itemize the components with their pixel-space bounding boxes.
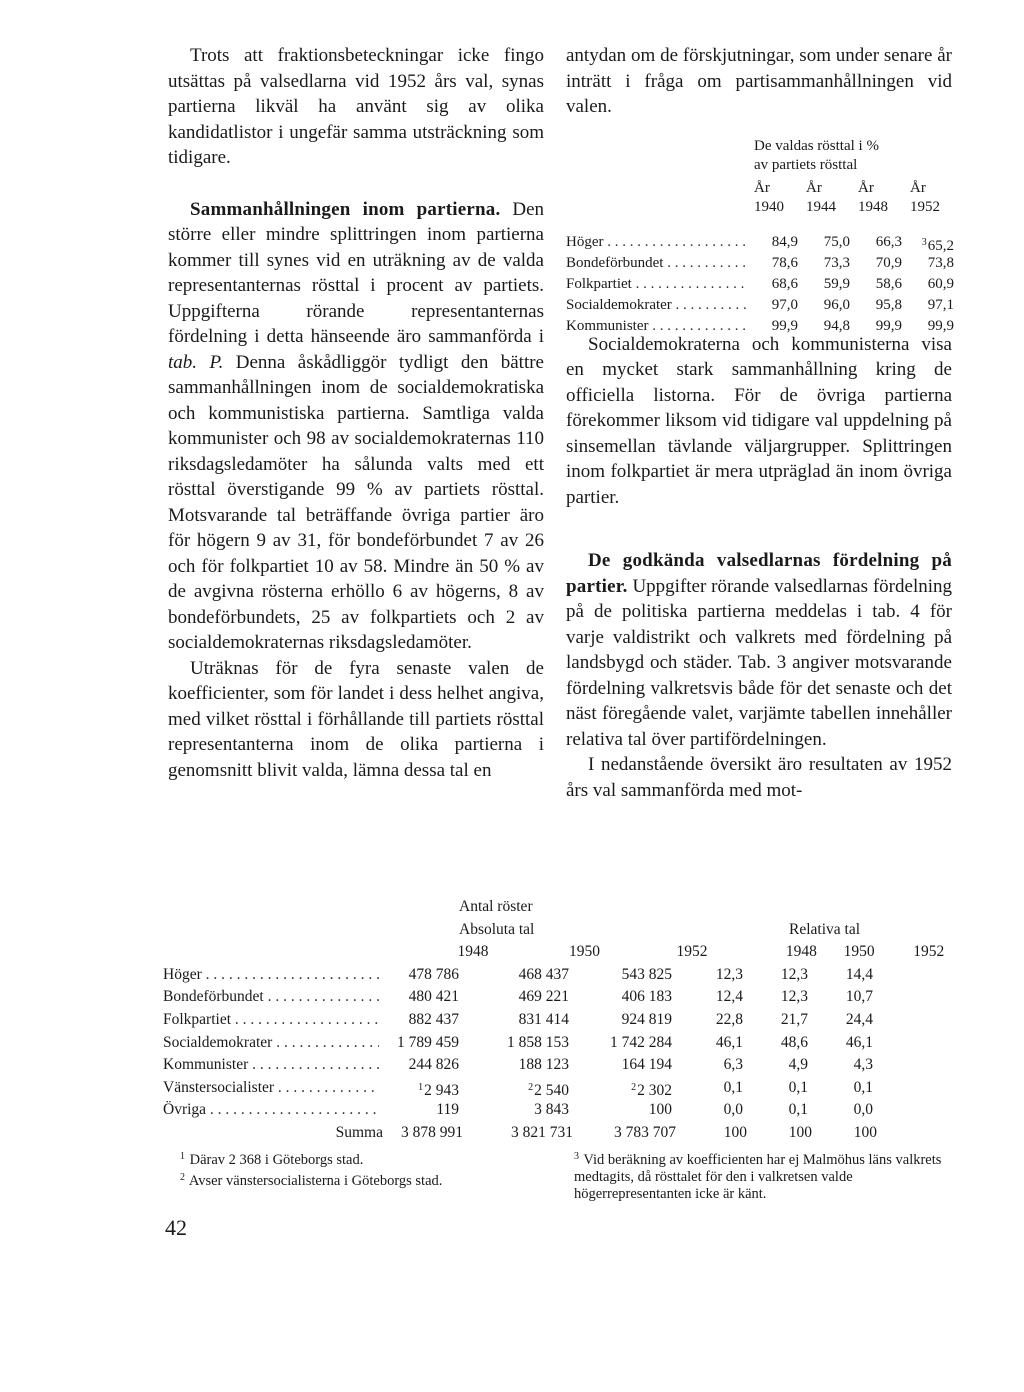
cohesion-row <box>566 274 954 295</box>
votes-row <box>163 1099 963 1122</box>
year-label: År <box>858 180 874 196</box>
relative-value: 0,1 <box>723 1078 743 1096</box>
absolute-value: 882 437 <box>408 1010 459 1028</box>
relative-value: 0,1 <box>853 1078 873 1096</box>
year: 1950 <box>843 943 875 961</box>
relative-value: 0,1 <box>788 1101 808 1119</box>
absolute-value: $^2$2 302 <box>631 1081 672 1099</box>
party-label: Höger . . . <box>566 232 746 253</box>
header-antal-roster: Antal röster <box>459 898 533 915</box>
cohesion-value: 70,9 <box>875 255 902 271</box>
votes-table-body <box>163 964 963 1122</box>
party-label: Kommunister . . . <box>566 316 746 337</box>
right-paragraph-4: I nedanstående översikt äro resultaten av 1952 års val sammanförda med mot- <box>566 754 952 801</box>
votes-row <box>163 1009 963 1032</box>
sum-value: 3 783 707 <box>614 1123 676 1141</box>
absolute-value: 468 437 <box>518 965 569 983</box>
cohesion-value: 66,3 <box>875 234 902 250</box>
left-paragraph-2-rest: Denna åskådliggör tydligt den bättre sammanhållningen inom de socialdemokratiska och kommunistiska partierna. Samtliga valda kommunister och 98 av socialdemokraternas 110 riksdagsledamöter ha sålunda valts med ett rösttal överstigande 99 % av partiets rösttal. Motsvarande tal beträffande övriga partier äro för högern 9 av 31, för bondeförbundet 7 av 26 och för folkpartiet 10 av 58. Mindre än 50 % av de avgivna rösterna erhöllo 6 av högerns, 8 av bondeförbundets, 25 av folkpartiets och 2 av socialdemokraternas riksdagsledamöter. <box>168 351 544 653</box>
cohesion-table <box>566 137 954 337</box>
cohesion-table-body <box>566 232 954 337</box>
relative-value: 46,1 <box>715 1033 743 1051</box>
relative-value: 10,7 <box>845 988 873 1006</box>
footnote-1: $^1$ Därav 2 368 i Göteborgs stad. <box>180 1151 364 1168</box>
cohesion-value: $^3$65,2 <box>921 237 954 254</box>
cohesion-value: 78,6 <box>771 255 798 271</box>
party-label: Socialdemokrater . . . <box>566 295 746 316</box>
votes-row <box>163 1077 963 1100</box>
absolute-value: 1 742 284 <box>610 1033 672 1051</box>
relative-value: 4,3 <box>853 1056 873 1074</box>
header-relativa-tal: Relativa tal <box>789 920 861 938</box>
party-label: Folkpartiet . . . <box>566 274 746 295</box>
table-reference: tab. P. <box>168 351 224 373</box>
absolute-value: 119 <box>436 1101 459 1119</box>
cohesion-value: 99,9 <box>927 318 954 334</box>
absolute-value: 1 789 459 <box>397 1033 459 1051</box>
cohesion-value: 73,3 <box>823 255 850 271</box>
cohesion-value: 59,9 <box>823 276 850 292</box>
right-paragraph-2: Socialdemokraterna och kommunisterna visa en mycket stark sammanhållning kring de officiella listorna. För de övriga partierna förekommer liksom vid tidigare val uppdelning på sinsemellan tävlande väljargrupper. Splittringen inom folkpartiet är mera utpräglad än inom övriga partier. <box>566 333 952 508</box>
absolute-value: 543 825 <box>621 965 672 983</box>
right-paragraph-3 <box>566 548 952 752</box>
absolute-value: $^1$2 943 <box>418 1081 459 1099</box>
cohesion-caption-1: De valdas rösttal i % <box>754 138 879 154</box>
cohesion-value: 97,1 <box>927 297 954 313</box>
left-paragraph-2 <box>168 197 544 656</box>
left-column <box>168 43 544 783</box>
votes-sum-row <box>163 1122 963 1145</box>
relative-value: 6,3 <box>723 1056 743 1074</box>
party-label: Socialdemokrater . . . <box>163 1032 379 1055</box>
year-label: År <box>806 180 822 196</box>
cohesion-value: 84,9 <box>771 234 798 250</box>
relative-value: 46,1 <box>845 1033 873 1051</box>
footnotes-left <box>180 1148 550 1190</box>
year: 1940 <box>754 199 784 215</box>
year: 1952 <box>910 199 940 215</box>
party-label: Bondeförbundet . . . <box>566 253 746 274</box>
relative-value: 4,9 <box>788 1056 808 1074</box>
cohesion-value: 58,6 <box>875 276 902 292</box>
votes-header-years <box>163 941 963 964</box>
left-paragraph-3: Uträknas för de fyra senaste valen de koefficienter, som för landet i dess helhet angiva, med vilket rösttal i förhållande till partiets rösttal representanterna inom de olika partierna i genomsnitt blivit valda, lämna dessa tal en <box>168 657 544 781</box>
cohesion-row <box>566 232 954 253</box>
absolute-value: 469 221 <box>518 988 569 1006</box>
absolute-value: 3 843 <box>534 1101 569 1119</box>
relative-value: 0,1 <box>788 1078 808 1096</box>
votes-header-row-1 <box>163 896 963 919</box>
cohesion-table-header <box>566 137 954 232</box>
cohesion-row <box>566 253 954 274</box>
absolute-value: 480 421 <box>408 988 459 1006</box>
votes-row <box>163 1054 963 1077</box>
year: 1952 <box>676 943 708 961</box>
votes-header-row-2 <box>163 919 963 942</box>
relative-value: 12,4 <box>715 988 743 1006</box>
absolute-value: 406 183 <box>621 988 672 1006</box>
relative-value: 22,8 <box>715 1010 743 1028</box>
sum-label: Summa <box>335 1123 383 1141</box>
relative-value: 12,3 <box>715 965 743 983</box>
relative-value: 12,3 <box>780 988 808 1006</box>
party-label: Kommunister . . . <box>163 1054 379 1077</box>
left-paragraph-1: Trots att fraktionsbeteckningar icke fingo utsättas på valsedlarna vid 1952 års val, synas partierna likväl ha använt sig av olika kandidatlistor i ungefär samma utsträckning som tidigare. <box>168 45 544 168</box>
sum-value: 3 878 991 <box>401 1123 463 1141</box>
cohesion-value: 96,0 <box>823 297 850 313</box>
relative-value: 24,4 <box>845 1010 873 1028</box>
section-heading-sammanhallning: Sammanhållningen inom partierna. <box>190 198 501 220</box>
year-label: År <box>910 180 926 196</box>
left-paragraph-2-text: Den större eller mindre splittringen inom partierna kommer till synes vid en uträkning av de valda representanternas rösttal i procent av partiets. Uppgifterna rörande representanternas fördelning i detta hänseende äro sammanförda i <box>168 198 545 347</box>
relative-value: 12,3 <box>780 965 808 983</box>
relative-value: 0,0 <box>723 1101 743 1119</box>
cohesion-value: 99,9 <box>771 318 798 334</box>
sum-value: 3 821 731 <box>511 1123 573 1141</box>
footnote-2: $^2$ Avser vänstersocialisterna i Göteborgs stad. <box>180 1172 443 1189</box>
sum-value: 100 <box>723 1123 747 1141</box>
cohesion-years <box>754 198 962 217</box>
cohesion-value: 75,0 <box>823 234 850 250</box>
absolute-value: 1 858 153 <box>507 1033 569 1051</box>
year-label: År <box>754 180 770 196</box>
sum-value: 100 <box>853 1123 877 1141</box>
year: 1948 <box>858 199 888 215</box>
party-label: Övriga . . . <box>163 1099 379 1122</box>
absolute-value: 100 <box>648 1101 672 1119</box>
party-label: Höger . . . <box>163 964 379 987</box>
year: 1950 <box>568 943 600 961</box>
votes-row <box>163 1032 963 1055</box>
absolute-value: 478 786 <box>408 965 459 983</box>
party-label: Bondeförbundet . . . <box>163 986 379 1009</box>
sum-value: 100 <box>788 1123 812 1141</box>
right-paragraph-3-text: Uppgifter rörande valsedlarnas fördelning på de politiska partierna meddelas i tab. 4 för varje valdistrikt och valkrets med fördelning på landsbygd och städer. Tab. 3 angiver motsvarande fördelning valkretsvis både för det senaste och det näst föregående valet, varjämte tabellen innehåller relativa tal över partifördelningen. <box>566 575 952 750</box>
cohesion-value: 73,8 <box>927 255 954 271</box>
cohesion-row <box>566 295 954 316</box>
absolute-value: 924 819 <box>621 1010 672 1028</box>
cohesion-value: 95,8 <box>875 297 902 313</box>
cohesion-value: 94,8 <box>823 318 850 334</box>
cohesion-value: 97,0 <box>771 297 798 313</box>
cohesion-year-labels <box>754 179 962 198</box>
votes-row <box>163 964 963 987</box>
year: 1948 <box>785 943 817 961</box>
relative-value: 0,0 <box>853 1101 873 1119</box>
relative-value: 14,4 <box>845 965 873 983</box>
year: 1952 <box>913 943 945 961</box>
absolute-value: 164 194 <box>621 1056 672 1074</box>
cohesion-row <box>566 316 954 337</box>
page-number: 42 <box>165 1215 187 1240</box>
year: 1948 <box>457 943 489 961</box>
cohesion-caption-2: av partiets rösttal <box>754 157 858 173</box>
absolute-value: 188 123 <box>518 1056 569 1074</box>
party-label: Folkpartiet . . . <box>163 1009 379 1032</box>
votes-table <box>163 896 963 1145</box>
party-label: Vänstersocialister . . . <box>163 1077 379 1100</box>
cohesion-value: 68,6 <box>771 276 798 292</box>
right-paragraph-1: antydan om de förskjutningar, som under senare år inträtt i fråga om partisammanhållningen vid valen. <box>566 45 952 117</box>
cohesion-value: 99,9 <box>875 318 902 334</box>
relative-value: 21,7 <box>780 1010 808 1028</box>
absolute-value: 244 826 <box>408 1056 459 1074</box>
relative-value: 48,6 <box>780 1033 808 1051</box>
absolute-value: $^2$2 540 <box>528 1081 569 1099</box>
cohesion-value: 60,9 <box>927 276 954 292</box>
header-absoluta-tal: Absoluta tal <box>459 920 535 938</box>
absolute-value: 831 414 <box>518 1010 569 1028</box>
section-heading-valsedlar: De godkända valsedlarnas fördelning på partier. <box>566 550 952 597</box>
year: 1944 <box>806 199 836 215</box>
votes-row <box>163 986 963 1009</box>
footnote-3: $^3$ Vid beräkning av koefficienten har ej Malmöhus läns valkrets medtagits, då rösttalet för den i valkretsen valde högerrepresentanten icke är känt. <box>574 1151 942 1202</box>
